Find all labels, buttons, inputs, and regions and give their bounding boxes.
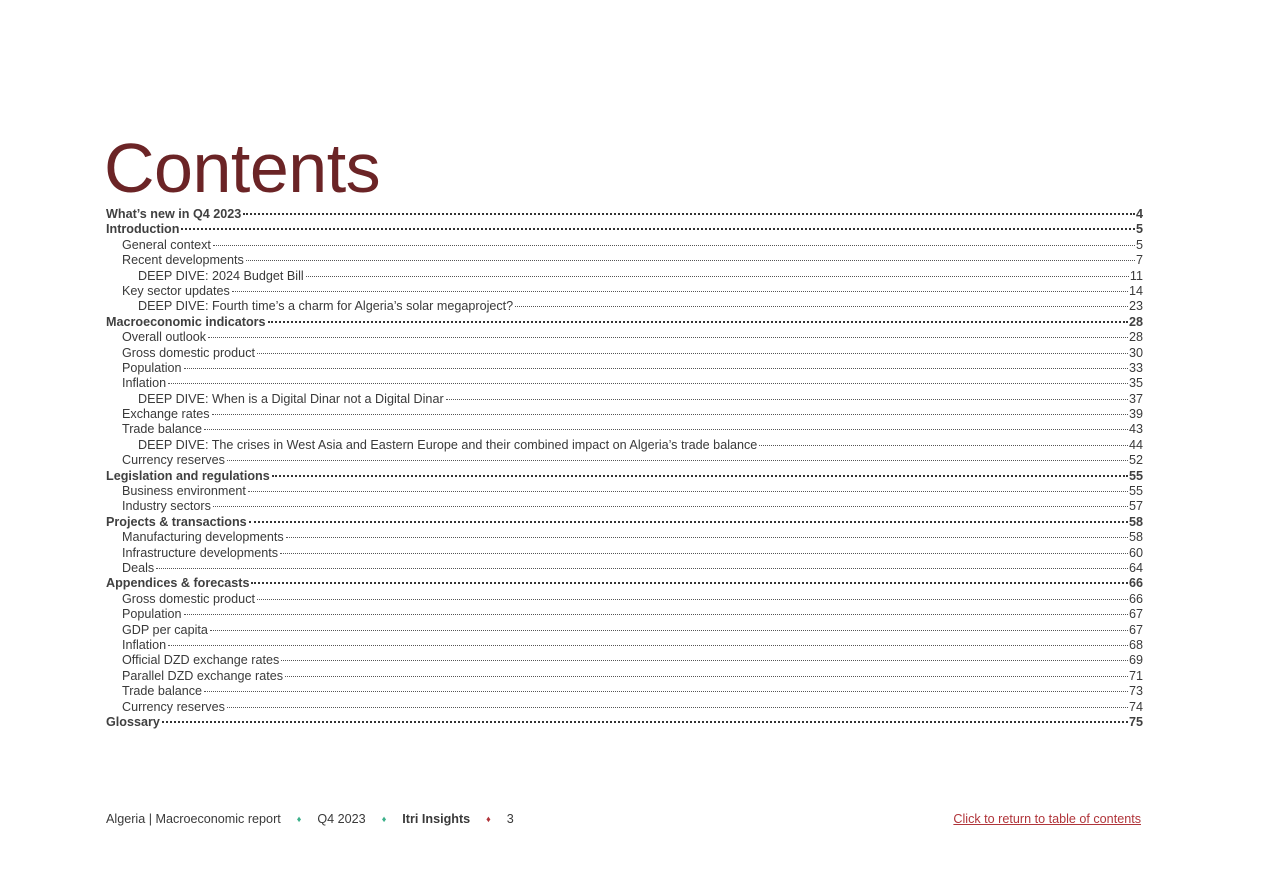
toc-entry-page: 37 bbox=[1128, 391, 1143, 406]
toc-entry-page: 74 bbox=[1128, 699, 1143, 714]
toc-entry-label: Gross domestic product bbox=[122, 591, 255, 606]
toc-dot-leader bbox=[280, 553, 1128, 554]
toc-entry-label: Inflation bbox=[122, 637, 167, 652]
toc-entry-label: Deals bbox=[122, 560, 155, 575]
toc-entry-page: 39 bbox=[1128, 407, 1143, 422]
toc-entry-page: 75 bbox=[1128, 714, 1143, 729]
toc-entry-page: 71 bbox=[1128, 668, 1143, 683]
toc-entry-label: Glossary bbox=[106, 714, 160, 729]
toc-dot-leader bbox=[249, 521, 1128, 523]
toc-entry-label: Business environment bbox=[122, 484, 246, 499]
toc-entry-label: DEEP DIVE: When is a Digital Dinar not a Digital Dinar bbox=[138, 391, 444, 406]
toc-dot-leader bbox=[281, 660, 1128, 661]
toc-entry-page: 66 bbox=[1128, 591, 1143, 606]
toc-entry-page: 14 bbox=[1128, 283, 1143, 298]
toc-entry-label: Appendices & forecasts bbox=[106, 576, 250, 591]
toc-dot-leader bbox=[156, 568, 1128, 569]
toc-dot-leader bbox=[204, 429, 1128, 430]
page-footer bbox=[106, 812, 514, 826]
table-of-contents bbox=[106, 207, 1143, 730]
toc-entry[interactable] bbox=[106, 561, 1143, 576]
toc-entry-label: DEEP DIVE: The crises in West Asia and Eastern Europe and their combined impact on Algeria’s trade balance bbox=[138, 437, 758, 452]
toc-dot-leader bbox=[227, 460, 1128, 461]
toc-entry-label: Industry sectors bbox=[122, 499, 211, 514]
toc-entry-page: 69 bbox=[1128, 653, 1143, 668]
footer-period: Q4 2023 bbox=[317, 812, 366, 826]
toc-entry-label: Inflation bbox=[122, 376, 167, 391]
toc-entry[interactable] bbox=[106, 530, 1143, 545]
toc-entry-page: 57 bbox=[1128, 499, 1143, 514]
toc-entry[interactable] bbox=[106, 607, 1143, 622]
toc-entry[interactable] bbox=[106, 238, 1143, 253]
toc-entry[interactable] bbox=[106, 700, 1143, 715]
toc-entry-label: Recent developments bbox=[122, 253, 244, 268]
toc-entry-label: Exchange rates bbox=[122, 407, 210, 422]
toc-entry-label: Overall outlook bbox=[122, 330, 206, 345]
toc-dot-leader bbox=[213, 506, 1128, 507]
toc-entry[interactable] bbox=[106, 392, 1143, 407]
toc-entry[interactable] bbox=[106, 299, 1143, 314]
toc-dot-leader bbox=[246, 260, 1135, 261]
toc-entry-label: GDP per capita bbox=[122, 622, 208, 637]
toc-entry-label: Population bbox=[122, 360, 182, 375]
toc-entry-page: 23 bbox=[1128, 299, 1143, 314]
toc-entry[interactable] bbox=[106, 346, 1143, 361]
toc-dot-leader bbox=[446, 399, 1128, 400]
toc-entry-page: 64 bbox=[1128, 560, 1143, 575]
toc-entry[interactable] bbox=[106, 484, 1143, 499]
toc-dot-leader bbox=[272, 475, 1128, 477]
diamond-separator-icon: ♦ bbox=[296, 814, 302, 824]
toc-entry-page: 67 bbox=[1128, 607, 1143, 622]
toc-entry[interactable] bbox=[106, 469, 1143, 484]
toc-entry-label: What’s new in Q4 2023 bbox=[106, 207, 242, 221]
toc-entry[interactable] bbox=[106, 222, 1143, 237]
toc-entry[interactable] bbox=[106, 453, 1143, 468]
return-to-contents-link[interactable]: Click to return to table of contents bbox=[953, 812, 1141, 826]
toc-dot-leader bbox=[251, 582, 1128, 584]
toc-entry-page: 60 bbox=[1128, 545, 1143, 560]
toc-entry[interactable] bbox=[106, 207, 1143, 222]
toc-entry[interactable] bbox=[106, 576, 1143, 591]
toc-entry-label: General context bbox=[122, 237, 211, 252]
toc-entry[interactable] bbox=[106, 638, 1143, 653]
toc-entry-page: 58 bbox=[1128, 514, 1143, 529]
toc-dot-leader bbox=[306, 276, 1129, 277]
toc-dot-leader bbox=[257, 353, 1128, 354]
toc-entry[interactable] bbox=[106, 407, 1143, 422]
toc-entry-label: Official DZD exchange rates bbox=[122, 653, 280, 668]
toc-dot-leader bbox=[162, 721, 1128, 723]
toc-entry-page: 73 bbox=[1128, 684, 1143, 699]
toc-entry-label: Trade balance bbox=[122, 422, 203, 437]
toc-entry-label: Key sector updates bbox=[122, 283, 230, 298]
toc-entry[interactable] bbox=[106, 361, 1143, 376]
page-title: Contents bbox=[104, 129, 381, 207]
toc-dot-leader bbox=[212, 414, 1128, 415]
toc-entry[interactable] bbox=[106, 422, 1143, 437]
toc-entry-label: Parallel DZD exchange rates bbox=[122, 668, 283, 683]
toc-entry-label: Gross domestic product bbox=[122, 345, 255, 360]
toc-entry-label: Currency reserves bbox=[122, 699, 225, 714]
toc-dot-leader bbox=[204, 691, 1128, 692]
toc-entry[interactable] bbox=[106, 515, 1143, 530]
toc-entry-page: 28 bbox=[1128, 330, 1143, 345]
toc-dot-leader bbox=[208, 337, 1128, 338]
toc-entry[interactable] bbox=[106, 284, 1143, 299]
toc-entry-page: 4 bbox=[1135, 207, 1143, 221]
toc-dot-leader bbox=[181, 228, 1135, 230]
toc-entry[interactable] bbox=[106, 315, 1143, 330]
toc-dot-leader bbox=[227, 707, 1128, 708]
toc-entry-page: 35 bbox=[1128, 376, 1143, 391]
toc-dot-leader bbox=[168, 383, 1128, 384]
footer-page-number: 3 bbox=[506, 812, 514, 826]
toc-entry-page: 67 bbox=[1128, 622, 1143, 637]
toc-entry[interactable] bbox=[106, 669, 1143, 684]
diamond-separator-icon: ♦ bbox=[486, 814, 491, 824]
toc-entry[interactable] bbox=[106, 330, 1143, 345]
toc-entry-page: 5 bbox=[1135, 222, 1143, 237]
toc-entry[interactable] bbox=[106, 684, 1143, 699]
toc-entry-page: 55 bbox=[1128, 468, 1143, 483]
footer-report-name: Algeria | Macroeconomic report bbox=[106, 812, 281, 826]
toc-entry-page: 28 bbox=[1128, 314, 1143, 329]
toc-dot-leader bbox=[515, 306, 1128, 307]
toc-dot-leader bbox=[248, 491, 1128, 492]
toc-dot-leader bbox=[759, 445, 1128, 446]
toc-dot-leader bbox=[184, 614, 1128, 615]
toc-entry[interactable] bbox=[106, 438, 1143, 453]
toc-dot-leader bbox=[232, 291, 1128, 292]
toc-entry-label: Introduction bbox=[106, 222, 180, 237]
toc-entry[interactable] bbox=[106, 653, 1143, 668]
toc-entry-page: 7 bbox=[1135, 253, 1143, 268]
toc-dot-leader bbox=[268, 321, 1128, 323]
footer-brand: Itri Insights bbox=[402, 812, 471, 826]
toc-entry-page: 52 bbox=[1128, 453, 1143, 468]
toc-entry[interactable] bbox=[106, 269, 1143, 284]
toc-entry-page: 33 bbox=[1128, 360, 1143, 375]
toc-entry-page: 68 bbox=[1128, 637, 1143, 652]
toc-entry-label: Legislation and regulations bbox=[106, 468, 270, 483]
toc-entry-label: Projects & transactions bbox=[106, 514, 247, 529]
toc-entry-page: 30 bbox=[1128, 345, 1143, 360]
toc-dot-leader bbox=[168, 645, 1128, 646]
toc-entry-label: Population bbox=[122, 607, 182, 622]
toc-entry[interactable] bbox=[106, 715, 1143, 730]
toc-entry-label: Trade balance bbox=[122, 684, 203, 699]
toc-entry-page: 43 bbox=[1128, 422, 1143, 437]
toc-dot-leader bbox=[243, 213, 1135, 215]
toc-entry[interactable] bbox=[106, 253, 1143, 268]
toc-entry-label: Manufacturing developments bbox=[122, 530, 284, 545]
toc-entry-label: Macroeconomic indicators bbox=[106, 314, 266, 329]
toc-dot-leader bbox=[285, 676, 1128, 677]
toc-entry[interactable] bbox=[106, 376, 1143, 391]
toc-entry-label: DEEP DIVE: 2024 Budget Bill bbox=[138, 268, 304, 283]
toc-entry-label: DEEP DIVE: Fourth time’s a charm for Algeria’s solar megaproject? bbox=[138, 299, 514, 314]
toc-entry-page: 11 bbox=[1129, 268, 1143, 283]
toc-dot-leader bbox=[257, 599, 1128, 600]
toc-entry[interactable] bbox=[106, 623, 1143, 638]
toc-dot-leader bbox=[210, 630, 1128, 631]
toc-entry-page: 55 bbox=[1128, 484, 1143, 499]
toc-entry[interactable] bbox=[106, 546, 1143, 561]
toc-dot-leader bbox=[286, 537, 1128, 538]
diamond-separator-icon: ♦ bbox=[381, 814, 387, 824]
toc-dot-leader bbox=[184, 368, 1128, 369]
toc-entry-label: Currency reserves bbox=[122, 453, 225, 468]
toc-entry-page: 58 bbox=[1128, 530, 1143, 545]
toc-entry-page: 66 bbox=[1128, 576, 1143, 591]
toc-entry-page: 44 bbox=[1128, 437, 1143, 452]
toc-entry[interactable] bbox=[106, 592, 1143, 607]
toc-entry-label: Infrastructure developments bbox=[122, 545, 279, 560]
toc-dot-leader bbox=[213, 245, 1135, 246]
toc-entry[interactable] bbox=[106, 499, 1143, 514]
toc-entry-page: 5 bbox=[1135, 237, 1143, 252]
